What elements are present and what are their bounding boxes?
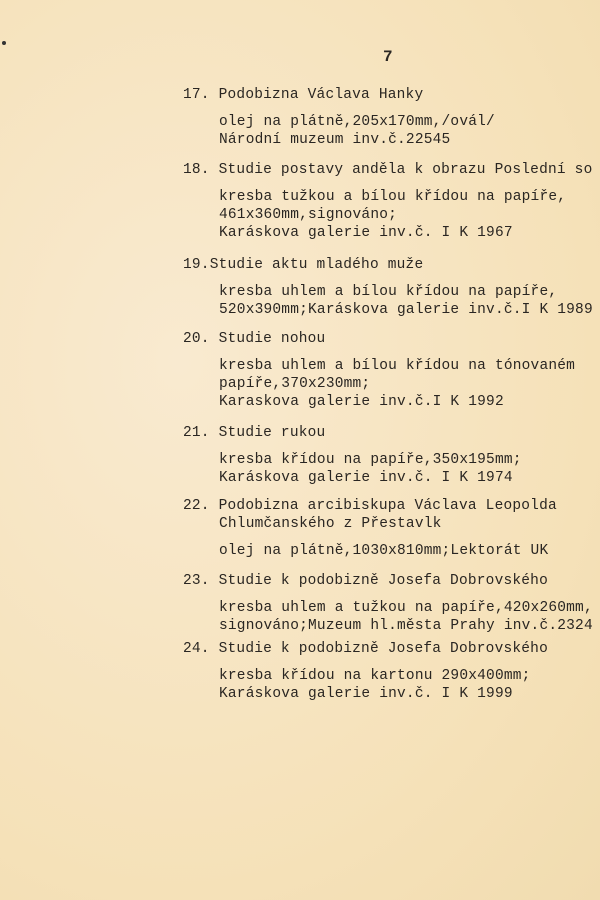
entry-title-cont: Chlumčanského z Přestavlk (219, 516, 442, 532)
entry-desc-line: kresba křídou na papíře,350x195mm; (219, 452, 522, 468)
entry-desc-line: olej na plátně,1030x810mm;Lektorát UK (219, 543, 549, 559)
catalog-entry-24 (183, 640, 548, 703)
entry-desc-line: papíře,370x230mm; (219, 376, 371, 392)
catalog-entry-23 (183, 572, 593, 635)
entry-title: 17. Podobizna Václava Hanky (183, 87, 424, 103)
catalog-entry-20 (183, 330, 575, 411)
entry-desc-line: kresba uhlem a bílou křídou na tónovaném (219, 358, 576, 374)
entry-desc-line: kresba uhlem a tužkou na papíře,420x260mm, (219, 600, 593, 616)
entry-title: 21. Studie rukou (183, 425, 326, 441)
entry-desc-line: Karáskova galerie inv.č. I K 1967 (219, 225, 513, 241)
entry-title: 23. Studie k podobizně Josefa Dobrovského (183, 573, 548, 589)
ink-speck (2, 41, 6, 45)
entry-desc-line: Karáskova galerie inv.č. I K 1974 (219, 470, 513, 486)
entry-desc-line: Karáskova galerie inv.č. I K 1999 (219, 686, 513, 702)
entry-desc-line: kresba uhlem a bílou křídou na papíře, (219, 284, 558, 300)
entry-desc-line: kresba křídou na kartonu 290x400mm; (219, 668, 531, 684)
entry-desc-line: Národní muzeum inv.č.22545 (219, 132, 451, 148)
catalog-entry-22 (183, 497, 557, 560)
entry-desc-line: Karaskova galerie inv.č.I K 1992 (219, 394, 504, 410)
entry-desc-line: olej na plátně,205x170mm,/ovál/ (219, 114, 495, 130)
catalog-entry-18 (183, 161, 592, 242)
entry-desc-line: kresba tužkou a bílou křídou na papíře, (219, 189, 567, 205)
catalog-entry-17 (183, 86, 495, 149)
entry-title: 20. Studie nohou (183, 331, 326, 347)
entry-desc-line: 461x360mm,signováno; (219, 207, 398, 223)
catalog-entry-19 (183, 256, 593, 319)
entry-desc-line: signováno;Muzeum hl.města Prahy inv.č.2324 (219, 618, 593, 634)
entry-desc-line: 520x390mm;Karáskova galerie inv.č.I K 1989 (219, 302, 593, 318)
page-number: 7 (383, 48, 393, 66)
entry-title: 24. Studie k podobizně Josefa Dobrovského (183, 641, 548, 657)
entry-title: 19.Studie aktu mladého muže (183, 257, 424, 273)
entry-title: 22. Podobizna arcibiskupa Václava Leopolda (183, 498, 557, 514)
catalog-entry-21 (183, 424, 522, 487)
entry-title: 18. Studie postavy anděla k obrazu Poslední so (183, 162, 593, 178)
